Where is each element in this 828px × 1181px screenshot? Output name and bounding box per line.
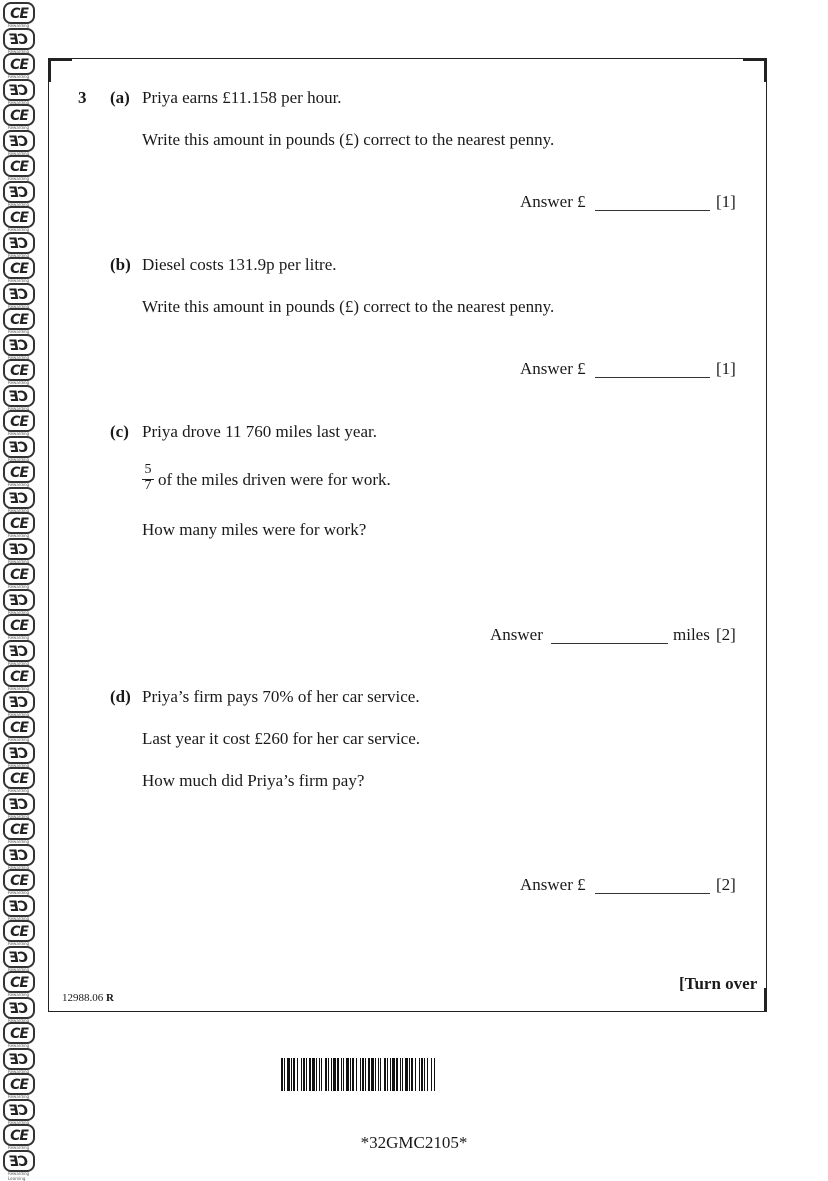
- barcode-bar: [392, 1058, 395, 1091]
- ccea-logo-subtext: Rewarding: [8, 864, 30, 870]
- ccea-logo-subtext: Rewarding: [8, 737, 30, 742]
- barcode-bar: [360, 1058, 361, 1091]
- ccea-logo-subtext: Rewarding: [8, 1068, 30, 1074]
- barcode-bar: [325, 1058, 327, 1091]
- ccea-logo-subtext: Rewarding: [8, 762, 30, 768]
- ccea-logo-icon: CE: [3, 1099, 35, 1121]
- ccea-logo-subtext: Rewarding: [8, 660, 30, 666]
- part-d-marks: [2]: [716, 875, 736, 894]
- barcode-bar: [368, 1058, 370, 1091]
- barcode-bar: [431, 1058, 432, 1091]
- part-b-line-2: Write this amount in pounds (£) correct to the nearest penny.: [142, 297, 555, 316]
- ccea-logo-icon: CE: [3, 461, 35, 483]
- ccea-logo-subtext: Rewarding: [8, 303, 30, 309]
- ccea-logo-icon: CE: [3, 206, 35, 228]
- ccea-logo-icon: CE: [3, 563, 35, 585]
- ccea-logo-icon: CE: [3, 1073, 35, 1095]
- barcode-bar: [427, 1058, 428, 1091]
- ccea-logo-subtext: Rewarding: [8, 915, 30, 921]
- barcode-bar: [333, 1058, 336, 1091]
- barcode-bar: [424, 1058, 425, 1091]
- barcode-bar: [316, 1058, 317, 1091]
- part-b-line-1: Diesel costs 131.9p per litre.: [142, 255, 337, 274]
- barcode-bar: [321, 1058, 322, 1091]
- ccea-logo-subtext: Rewarding: [8, 1017, 30, 1023]
- ccea-logo-icon: CE: [3, 1124, 35, 1146]
- ccea-logo-subtext: Rewarding: [8, 23, 30, 28]
- ccea-logo-icon: CE: [3, 1150, 35, 1172]
- ccea-logo-subtext: Rewarding: [8, 1119, 30, 1125]
- part-b-marks: [1]: [716, 359, 736, 378]
- paper-code-letter: R: [106, 992, 114, 1004]
- part-d-line-1: Priya’s firm pays 70% of her car service.: [142, 687, 420, 706]
- ccea-logo-subtext: Rewarding Learning: [8, 1170, 30, 1181]
- barcode-bar: [331, 1058, 332, 1091]
- ccea-logo-subtext: Rewarding: [8, 405, 30, 411]
- ccea-logo-icon: CE: [3, 334, 35, 356]
- part-a-answer-line[interactable]: [595, 210, 710, 211]
- barcode-bar: [421, 1058, 423, 1091]
- fraction: [142, 462, 154, 494]
- ccea-logo-icon: CE: [3, 971, 35, 993]
- barcode-bar: [371, 1058, 374, 1091]
- part-b-answer-prefix: Answer £: [520, 359, 586, 378]
- barcode-bar: [287, 1058, 290, 1091]
- barcode-bar: [380, 1058, 381, 1091]
- ccea-logo-icon: CE: [3, 589, 35, 611]
- ccea-logo-subtext: Rewarding: [8, 201, 30, 207]
- ccea-logo-icon: CE: [3, 155, 35, 177]
- barcode-bar: [396, 1058, 398, 1091]
- part-d-line-2: Last year it cost £260 for her car service.: [142, 729, 421, 748]
- barcode-bar: [402, 1058, 403, 1091]
- ccea-logo-subtext: Rewarding: [8, 686, 30, 691]
- ccea-logo-subtext: Rewarding: [8, 125, 30, 130]
- part-b-answer-line[interactable]: [595, 377, 710, 378]
- barcode-bar: [306, 1058, 307, 1091]
- ccea-logo-icon: CE: [3, 385, 35, 407]
- ccea-logo-subtext: Rewarding: [8, 941, 30, 946]
- barcode-bar: [291, 1058, 292, 1091]
- barcode-bar: [434, 1058, 435, 1091]
- barcode-bar: [343, 1058, 344, 1091]
- ccea-logo-subtext: Rewarding: [8, 1145, 30, 1150]
- barcode-bar: [284, 1058, 285, 1091]
- ccea-logo-subtext: Rewarding: [8, 992, 30, 997]
- ccea-logo-subtext: Rewarding: [8, 380, 30, 385]
- ccea-logo-icon: CE: [3, 538, 35, 560]
- ccea-logo-subtext: Rewarding: [8, 507, 30, 513]
- part-c-marks: [2]: [716, 625, 736, 644]
- ccea-logo-icon: CE: [3, 104, 35, 126]
- part-c-label: (c): [110, 422, 129, 441]
- ccea-logo-subtext: Rewarding: [8, 1043, 30, 1048]
- barcode-bar: [378, 1058, 379, 1091]
- ccea-logo-subtext: Rewarding: [8, 431, 30, 436]
- barcode-bar: [409, 1058, 410, 1091]
- margin-logo-strip: [0, 0, 40, 1181]
- part-b-label: (b): [110, 255, 131, 274]
- ccea-logo-icon: CE: [3, 946, 35, 968]
- ccea-logo-subtext: Rewarding: [8, 813, 30, 819]
- corner-mark: [743, 58, 767, 61]
- ccea-logo-icon: CE: [3, 1048, 35, 1070]
- barcode-bar: [375, 1058, 376, 1091]
- part-c-answer-suffix: miles: [673, 625, 710, 644]
- ccea-logo-icon: CE: [3, 691, 35, 713]
- part-d-label: (d): [110, 687, 131, 706]
- barcode-bar: [415, 1058, 416, 1091]
- barcode-bar: [352, 1058, 354, 1091]
- part-c-line-3: How many miles were for work?: [142, 520, 367, 539]
- barcode-text: *32GMC2105*: [360, 1133, 468, 1152]
- turn-over: [Turn over: [679, 974, 758, 993]
- ccea-logo-icon: CE: [3, 512, 35, 534]
- ccea-logo-icon: CE: [3, 665, 35, 687]
- ccea-logo-subtext: Rewarding: [8, 456, 30, 462]
- barcode-bar: [346, 1058, 349, 1091]
- barcode-bar: [411, 1058, 413, 1091]
- barcode-bar: [309, 1058, 311, 1091]
- part-c-answer-line[interactable]: [551, 643, 668, 644]
- ccea-logo-icon: CE: [3, 487, 35, 509]
- paper-code: [62, 992, 114, 1004]
- ccea-logo-icon: CE: [3, 716, 35, 738]
- ccea-logo-subtext: Rewarding: [8, 533, 30, 538]
- ccea-logo-icon: CE: [3, 742, 35, 764]
- ccea-logo-icon: CE: [3, 793, 35, 815]
- ccea-logo-icon: CE: [3, 28, 35, 50]
- ccea-logo-subtext: Rewarding: [8, 966, 30, 972]
- barcode-bar: [400, 1058, 401, 1091]
- part-c-line-1: Priya drove 11 760 miles last year.: [142, 422, 377, 441]
- barcode-bar: [365, 1058, 366, 1091]
- ccea-logo-subtext: Rewarding: [8, 329, 30, 334]
- part-d-answer-prefix: Answer £: [520, 875, 586, 894]
- part-a-answer-prefix: Answer £: [520, 192, 586, 211]
- part-a-label: (a): [110, 88, 130, 107]
- ccea-logo-icon: CE: [3, 308, 35, 330]
- part-d-answer-line[interactable]: [595, 893, 710, 894]
- ccea-logo-icon: CE: [3, 844, 35, 866]
- ccea-logo-icon: CE: [3, 2, 35, 24]
- ccea-logo-icon: CE: [3, 130, 35, 152]
- ccea-logo-icon: CE: [3, 895, 35, 917]
- ccea-logo-icon: CE: [3, 410, 35, 432]
- ccea-logo-subtext: Rewarding: [8, 839, 30, 844]
- ccea-logo-icon: CE: [3, 869, 35, 891]
- corner-mark: [48, 58, 72, 61]
- ccea-logo-icon: CE: [3, 767, 35, 789]
- question-number: 3: [78, 88, 87, 107]
- ccea-logo-subtext: Rewarding: [8, 558, 30, 564]
- part-c-line-2: of the miles driven were for work.: [158, 470, 391, 489]
- barcode-bar: [419, 1058, 420, 1091]
- barcode-bar: [319, 1058, 320, 1091]
- ccea-logo-icon: CE: [3, 997, 35, 1019]
- ccea-logo-subtext: Rewarding: [8, 482, 30, 487]
- barcode-bar: [405, 1058, 408, 1091]
- ccea-logo-icon: CE: [3, 614, 35, 636]
- ccea-logo-subtext: Rewarding: [8, 227, 30, 232]
- part-d-line-3: How much did Priya’s firm pay?: [142, 771, 365, 790]
- corner-mark: [48, 58, 51, 82]
- ccea-logo-subtext: Rewarding: [8, 99, 30, 105]
- ccea-logo-icon: CE: [3, 436, 35, 458]
- part-a-marks: [1]: [716, 192, 736, 211]
- ccea-logo-subtext: Rewarding: [8, 711, 30, 717]
- ccea-logo-icon: CE: [3, 359, 35, 381]
- ccea-logo-icon: CE: [3, 181, 35, 203]
- ccea-logo-icon: CE: [3, 53, 35, 75]
- corner-mark: [764, 58, 767, 82]
- ccea-logo-subtext: Rewarding: [8, 74, 30, 79]
- ccea-logo-subtext: Rewarding: [8, 278, 30, 283]
- ccea-logo-subtext: Rewarding: [8, 150, 30, 156]
- ccea-logo-subtext: Rewarding: [8, 354, 30, 360]
- ccea-logo-icon: CE: [3, 79, 35, 101]
- ccea-logo-subtext: Rewarding: [8, 584, 30, 589]
- barcode-bar: [356, 1058, 357, 1091]
- barcode: [281, 1058, 549, 1091]
- paper-code-number: 12988.06: [62, 992, 104, 1004]
- ccea-logo-subtext: Rewarding: [8, 635, 30, 640]
- barcode-bar: [337, 1058, 339, 1091]
- corner-mark: [764, 988, 767, 1012]
- barcode-bar: [350, 1058, 351, 1091]
- ccea-logo-icon: CE: [3, 283, 35, 305]
- part-c-answer-prefix: Answer: [490, 625, 543, 644]
- ccea-logo-icon: CE: [3, 640, 35, 662]
- ccea-logo-icon: CE: [3, 920, 35, 942]
- ccea-logo-icon: CE: [3, 257, 35, 279]
- fraction-denominator: 7: [144, 478, 152, 493]
- barcode-bar: [303, 1058, 305, 1091]
- barcode-bar: [297, 1058, 298, 1091]
- barcode-bar: [312, 1058, 315, 1091]
- ccea-logo-subtext: Rewarding: [8, 788, 30, 793]
- barcode-bar: [390, 1058, 391, 1091]
- barcode-bar: [387, 1058, 388, 1091]
- fraction-numerator: 5: [144, 462, 152, 477]
- barcode-bar: [328, 1058, 329, 1091]
- part-a-line-2: Write this amount in pounds (£) correct to the nearest penny.: [142, 130, 555, 149]
- part-a-line-1: Priya earns £11.158 per hour.: [142, 88, 342, 107]
- ccea-logo-subtext: Rewarding: [8, 176, 30, 181]
- ccea-logo-icon: CE: [3, 818, 35, 840]
- ccea-logo-subtext: Rewarding: [8, 890, 30, 895]
- barcode-bar: [281, 1058, 283, 1091]
- barcode-bar: [384, 1058, 386, 1091]
- ccea-logo-subtext: Rewarding: [8, 48, 30, 54]
- barcode-bar: [301, 1058, 302, 1091]
- barcode-bar: [362, 1058, 364, 1091]
- ccea-logo-subtext: Rewarding: [8, 1094, 30, 1099]
- ccea-logo-icon: CE: [3, 1022, 35, 1044]
- barcode-bar: [341, 1058, 342, 1091]
- ccea-logo-icon: CE: [3, 232, 35, 254]
- ccea-logo-subtext: Rewarding: [8, 252, 30, 258]
- barcode-bar: [293, 1058, 295, 1091]
- ccea-logo-subtext: Rewarding: [8, 609, 30, 615]
